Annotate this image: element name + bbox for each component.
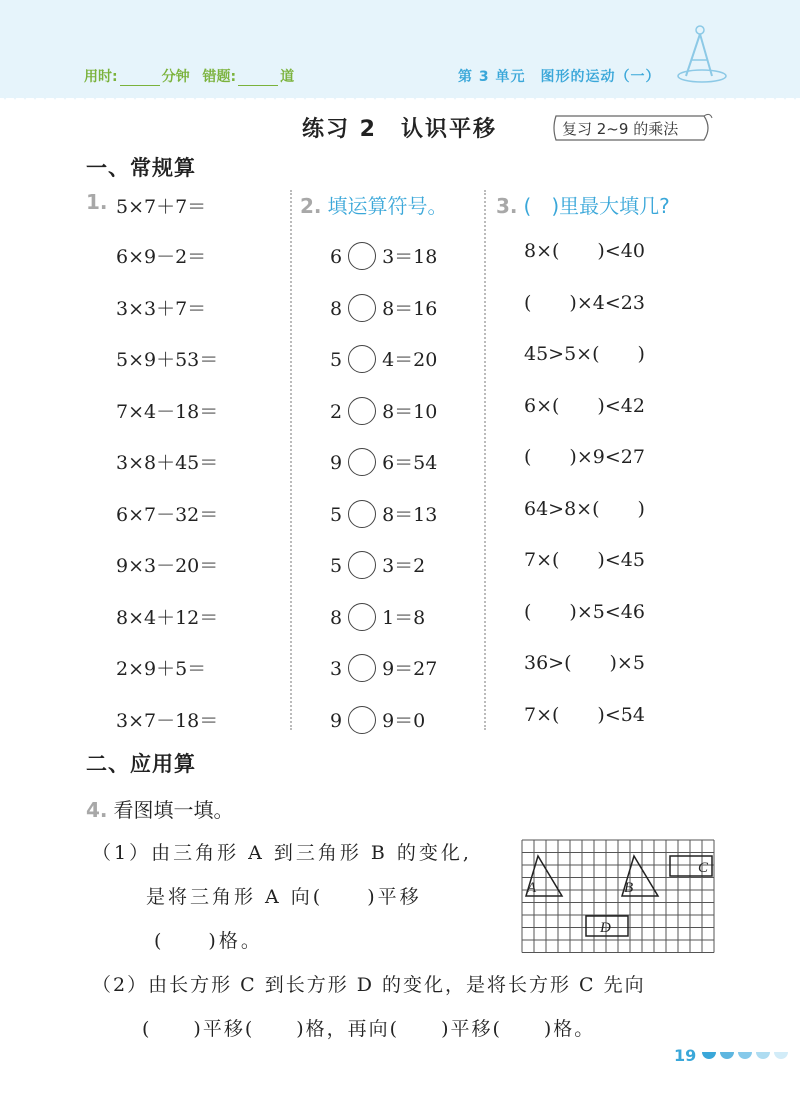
q4-part1-line2[interactable]: 是将三角形 A 向( )平移	[146, 886, 422, 908]
q2-left-operand: 9	[330, 452, 343, 474]
q2-right-expr: 3＝18	[382, 246, 438, 268]
q4-heading	[86, 794, 234, 823]
q2-item	[330, 706, 425, 736]
q2-right-expr: 4＝20	[382, 349, 438, 371]
q1-item: 3×7－18＝	[116, 709, 219, 732]
q2-item	[330, 345, 437, 375]
translation-grid	[520, 838, 716, 954]
page-decoration	[700, 1050, 790, 1064]
operator-circle[interactable]	[348, 397, 376, 425]
q1-item: 5×7＋7＝	[116, 196, 207, 218]
q2-right-expr: 1＝8	[382, 606, 426, 629]
label-a: A	[527, 880, 537, 896]
q2-right-expr: 8＝13	[382, 503, 438, 526]
q3-number: 3.	[496, 194, 518, 218]
q1-item: 9×3－20＝	[116, 555, 219, 577]
q3-item[interactable]: ( )×4<23	[524, 291, 645, 314]
header-scallop	[0, 92, 800, 104]
label-b: B	[624, 880, 634, 896]
q4-part2-line2[interactable]: ( )平移( )格，再向( )平移( )格。	[142, 1018, 596, 1040]
q2-item	[330, 242, 437, 272]
q1-item: 5×9＋53＝	[116, 349, 219, 371]
q1-item: 3×3＋7＝	[116, 297, 207, 320]
q3-heading	[496, 190, 670, 219]
q2-item	[330, 448, 437, 478]
q2-right-expr: 9＝0	[382, 709, 426, 732]
operator-circle[interactable]	[348, 448, 376, 476]
q1-number: 1.	[86, 190, 108, 214]
section-2-heading: 二、应用算	[86, 752, 196, 776]
q1-item: 7×4－18＝	[116, 400, 219, 423]
time-blank[interactable]	[120, 71, 160, 86]
label-c: C	[698, 860, 709, 876]
operator-circle[interactable]	[348, 654, 376, 682]
q1-heading	[86, 190, 114, 214]
q2-left-operand: 5	[330, 503, 343, 526]
q3-item[interactable]: 7×( )<54	[524, 703, 645, 726]
operator-circle[interactable]	[348, 242, 376, 270]
q2-right-expr: 6＝54	[382, 452, 438, 474]
q2-item	[330, 603, 425, 633]
q3-item[interactable]: 45>5×( )	[524, 343, 645, 365]
q2-title: 填运算符号。	[327, 194, 448, 218]
column-divider-2	[484, 190, 486, 730]
q2-item	[330, 294, 437, 324]
label-d: D	[600, 920, 611, 936]
q2-item	[330, 397, 437, 427]
q2-item	[330, 654, 437, 684]
q2-heading	[300, 190, 448, 219]
q3-item[interactable]: ( )×9<27	[524, 446, 645, 468]
q2-item	[330, 551, 425, 581]
q3-item[interactable]: 36>( )×5	[524, 652, 645, 674]
operator-circle[interactable]	[348, 551, 376, 579]
section-1-heading: 一、常规算	[86, 156, 196, 180]
errors-unit: 道	[280, 69, 295, 85]
review-badge: 复习 2~9 的乘法	[562, 120, 679, 138]
q2-left-operand: 5	[330, 349, 343, 371]
operator-circle[interactable]	[348, 294, 376, 322]
q3-item[interactable]: 8×( )<40	[524, 240, 645, 262]
q2-left-operand: 8	[330, 606, 343, 629]
q1-item: 2×9＋5＝	[116, 658, 207, 680]
q1-item: 6×9－2＝	[116, 246, 207, 268]
q3-item[interactable]: 64>8×( )	[524, 497, 645, 520]
operator-circle[interactable]	[348, 345, 376, 373]
q1-item: 3×8＋45＝	[116, 452, 219, 474]
column-divider-1	[290, 190, 292, 730]
q2-item	[330, 500, 437, 530]
time-errors-line	[84, 66, 294, 86]
operator-circle[interactable]	[348, 603, 376, 631]
q2-number: 2.	[300, 194, 322, 218]
operator-circle[interactable]	[348, 500, 376, 528]
time-label: 用时:	[84, 69, 118, 85]
q3-item[interactable]: 6×( )<42	[524, 394, 645, 417]
q4-part1-line1: （1）由三角形 A 到三角形 B 的变化,	[92, 842, 472, 864]
operator-circle[interactable]	[348, 706, 376, 734]
q2-right-expr: 3＝2	[382, 555, 426, 577]
errors-blank[interactable]	[238, 71, 278, 86]
q2-right-expr: 8＝16	[382, 297, 438, 320]
q2-left-operand: 5	[330, 555, 343, 577]
q2-right-expr: 9＝27	[382, 658, 438, 680]
q1-item: 8×4＋12＝	[116, 606, 219, 629]
q2-left-operand: 2	[330, 400, 343, 423]
q3-item[interactable]: 7×( )<45	[524, 549, 645, 571]
q1-item: 6×7－32＝	[116, 503, 219, 526]
errors-label: 错题:	[202, 69, 237, 85]
q3-title: ( )里最大填几?	[523, 194, 670, 218]
q2-left-operand: 3	[330, 658, 343, 680]
q4-number: 4.	[86, 798, 108, 822]
q2-left-operand: 9	[330, 709, 343, 732]
q4-part2-line1: （2）由长方形 C 到长方形 D 的变化，是将长方形 C 先向	[92, 974, 646, 996]
page-number: 19	[674, 1046, 697, 1065]
q3-item[interactable]: ( )×5<46	[524, 600, 645, 623]
page-title: 练习 2 认识平移	[302, 117, 497, 142]
unit-title: 第 3 单元 图形的运动（一）	[458, 69, 661, 85]
q4-title: 看图填一填。	[113, 798, 234, 822]
q4-part1-line3[interactable]: ( )格。	[154, 930, 263, 952]
compass-icon	[672, 20, 732, 86]
time-unit: 分钟	[161, 69, 190, 85]
q2-left-operand: 8	[330, 297, 343, 320]
q2-left-operand: 6	[330, 246, 343, 268]
q2-right-expr: 8＝10	[382, 400, 438, 423]
